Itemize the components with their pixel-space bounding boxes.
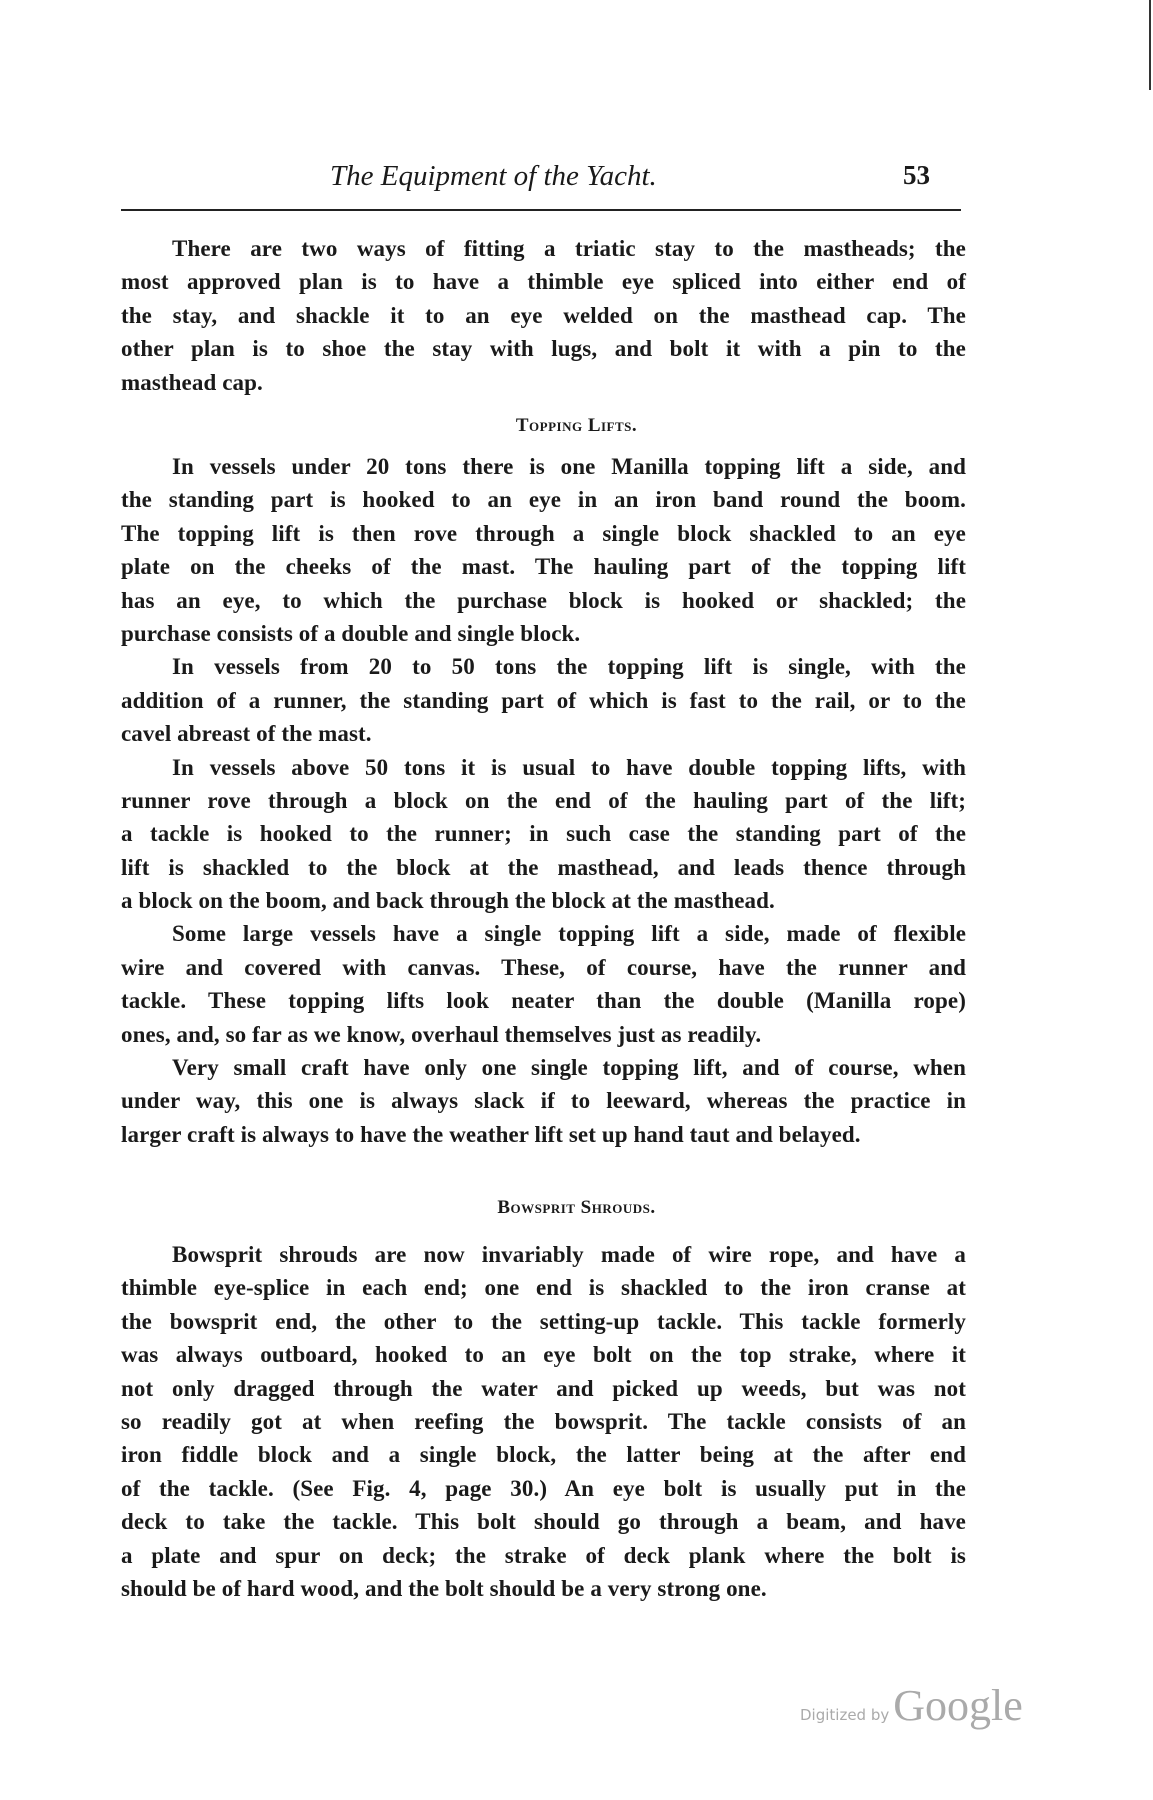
text-line: addition of a runner, the standing part of which is fast to the rail, or to the xyxy=(121,687,966,713)
text-line: was always outboard, hooked to an eye bolt on the top strake, where it xyxy=(121,1342,966,1368)
text-line: Very small craft have only one single topping lift, and of course, when xyxy=(172,1055,966,1081)
text-line: In vessels under 20 tons there is one Manilla topping lift a side, and xyxy=(172,454,966,479)
text-line: a block on the boom, and back through the block at the masthead. xyxy=(121,888,775,914)
paragraph-triatic-stay xyxy=(121,232,966,399)
text-line: the standing part is hooked to an eye in an iron band round the boom. xyxy=(121,487,966,513)
google-watermark xyxy=(800,1680,1023,1731)
text-line: There are two ways of fitting a triatic stay to the mastheads; the xyxy=(172,236,966,261)
text-line: other plan is to shoe the stay with lugs, and bolt it with a pin to the xyxy=(121,336,966,362)
text-line: Bowsprit shrouds are now invariably made of wire rope, and have a xyxy=(172,1242,966,1267)
text-line: masthead cap. xyxy=(121,369,263,395)
watermark-prefix: Digitized by xyxy=(800,1706,890,1724)
text-line: cavel abreast of the mast. xyxy=(121,721,372,747)
text-line: iron fiddle block and a single block, the latter being at the after end xyxy=(121,1442,966,1468)
text-line: a plate and spur on deck; the strake of deck plank where the bolt is xyxy=(121,1542,966,1568)
text-line: deck to take the tackle. This bolt should go through a beam, and have xyxy=(121,1509,966,1535)
watermark-brand: Google xyxy=(893,1681,1023,1730)
running-head: The Equipment of the Yacht. xyxy=(330,160,657,192)
page-edge xyxy=(1149,0,1151,90)
section-bowsprit-shrouds xyxy=(121,1238,966,1605)
text-line: the bowsprit end, the other to the setting-up tackle. This tackle formerly xyxy=(121,1308,966,1334)
section-heading-topping-lifts: Topping Lifts. xyxy=(515,415,638,436)
header-rule xyxy=(121,209,961,211)
section-heading-bowsprit-shrouds: Bowsprit Shrouds. xyxy=(497,1197,656,1218)
text-line: The topping lift is then rove through a single block shackled to an eye xyxy=(121,520,966,546)
text-line: a tackle is hooked to the runner; in such case the standing part of the xyxy=(121,821,966,847)
text-line: Some large vessels have a single topping lift a side, made of flexible xyxy=(172,921,966,947)
text-line: not only dragged through the water and picked up weeds, but was not xyxy=(121,1375,966,1401)
text-line: In vessels from 20 to 50 tons the topping lift is single, with the xyxy=(172,654,966,680)
text-line: In vessels above 50 tons it is usual to have double topping lifts, with xyxy=(172,754,966,780)
text-line: most approved plan is to have a thimble eye spliced into either end of xyxy=(121,269,966,295)
text-line: plate on the cheeks of the mast. The hauling part of the topping lift xyxy=(121,554,966,580)
text-line: lift is shackled to the block at the masthead, and leads thence through xyxy=(121,854,966,880)
text-line: ones, and, so far as we know, overhaul themselves just as readily. xyxy=(121,1021,762,1047)
text-line: thimble eye-splice in each end; one end is shackled to the iron cranse at xyxy=(121,1275,966,1301)
text-line: purchase consists of a double and single block. xyxy=(121,620,581,646)
text-line: so readily got at when reefing the bowsprit. The tackle consists of an xyxy=(121,1408,966,1434)
text-line: the stay, and shackle it to an eye welded on the masthead cap. The xyxy=(121,302,966,328)
text-line: has an eye, to which the purchase block is hooked or shackled; the xyxy=(121,587,966,613)
text-line: under way, this one is always slack if to leeward, whereas the practice in xyxy=(121,1088,966,1114)
text-line: runner rove through a block on the end of the hauling part of the lift; xyxy=(121,787,966,813)
text-line: larger craft is always to have the weather lift set up hand taut and belayed. xyxy=(121,1121,861,1147)
text-line: tackle. These topping lifts look neater than the double (Manilla rope) xyxy=(121,988,966,1014)
text-line: wire and covered with canvas. These, of course, have the runner and xyxy=(121,954,966,980)
section-topping-lifts xyxy=(121,450,966,1151)
text-line: should be of hard wood, and the bolt should be a very strong one. xyxy=(121,1575,767,1601)
page-number: 53 xyxy=(903,160,930,190)
text-line: of the tackle. (See Fig. 4, page 30.) An eye bolt is usually put in the xyxy=(121,1475,966,1501)
